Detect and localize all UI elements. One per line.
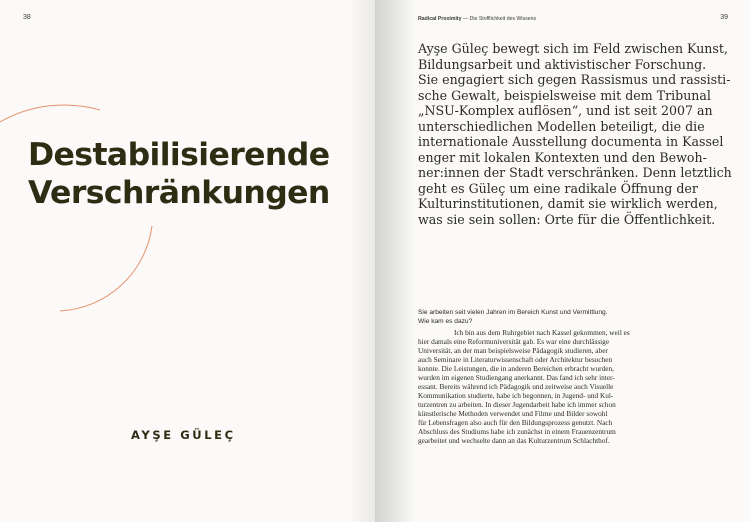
- interview-answer: [418, 328, 718, 446]
- answer-line: Kommunikation studierte, habe ich begonnen, in Jugend- und Kul-: [418, 390, 614, 400]
- intro-line: was sie sein sollen: Orte für die Öffentlichkeit.: [418, 211, 716, 227]
- right-page: [375, 0, 750, 522]
- answer-line: Abschluss des Studiums habe ich zunächst in einem Frauenzentrum: [418, 427, 616, 437]
- running-head-separator: —: [461, 16, 470, 22]
- running-head-chapter: Die Stofflichkeit des Wissens: [469, 16, 537, 22]
- intro-line: ner:innen der Stadt verschränken. Denn letztlich: [418, 165, 732, 180]
- intro-line: Kulturinstitutionen, damit sie wirklich werden,: [418, 196, 718, 211]
- page-number-right: 39: [720, 14, 728, 21]
- question-line: Sie arbeiten seit vielen Jahren im Bereich Kunst und Vermittlung.: [418, 309, 608, 316]
- question-line: Wie kam es dazu?: [418, 317, 473, 325]
- intro-line: enger mit lokalen Kontexten und den Bewoh-: [418, 149, 707, 165]
- intro-line: Sie engagiert sich gegen Rassismus und rassisti-: [418, 72, 731, 87]
- answer-line: Ich bin aus dem Ruhrgebiet nach Kassel gekommen, weil es: [454, 327, 630, 337]
- answer-line: für Lebensfragen also auch für den Bildungsprozess genutzt. Nach: [418, 418, 613, 428]
- answer-line: essant. Bereits während ich Pädagogik und zeitweise auch Visuelle: [418, 381, 614, 391]
- intro-line: sche Gewalt, beispielsweise mit dem Tribunal: [418, 87, 711, 103]
- upper-circle-arc: [0, 105, 100, 122]
- page-number-left: 38: [23, 14, 31, 21]
- interview-section: [418, 309, 718, 445]
- intro-line: Ayşe Güleç bewegt sich im Feld zwischen Kunst,: [418, 41, 728, 56]
- lower-circle-arc: [60, 226, 152, 311]
- intro-line: Bildungsarbeit und aktivistischer Forschung.: [418, 56, 707, 72]
- answer-line: Universität, an der man beispielsweise Pädagogik studieren, aber: [418, 345, 608, 355]
- intro-line: internationale Ausstellung documenta in Kassel: [418, 134, 724, 149]
- interview-question: [418, 309, 718, 327]
- intro-paragraph: [418, 41, 732, 227]
- answer-line: turzentren zu arbeiten. In dieser Jugendarbeit habe ich immer schon: [418, 399, 616, 409]
- title-line: Verschränkungen: [28, 175, 330, 211]
- intro-line: geht es Güleç um eine radikale Öffnung der: [418, 180, 698, 196]
- intro-line: „NSU-Komplex auflösen“, und ist seit 2007 an: [418, 103, 713, 118]
- answer-line: gearbeitet und wechselte dann an das Kulturzentrum Schlachthof.: [418, 436, 610, 446]
- article-title: [28, 136, 358, 212]
- answer-line: auch Seminare in Literaturwissenschaft oder Architektur besuchen: [418, 354, 613, 364]
- running-head-book: Radical Proximity: [418, 16, 462, 22]
- answer-line: künstlerische Methoden verwendet und Filme und Bilder sowohl: [418, 409, 608, 419]
- gutter-shadow: [375, 0, 415, 522]
- intro-line: unterschiedlichen Modellen beteiligt, die die: [418, 118, 705, 134]
- title-line: Destabilisierende: [28, 137, 330, 173]
- answer-line: hier damals eine Reformuniversität gab. Es war eine durchlässige: [418, 336, 610, 346]
- answer-line: wurden im eigenen Studiengang anerkannt. Das fand ich sehr inter-: [418, 372, 615, 382]
- answer-line: konnte. Die Leistungen, die in anderen Bereichen erbracht wurden,: [418, 363, 614, 373]
- author-name: AYŞE GÜLEÇ: [131, 428, 236, 442]
- running-head: [418, 16, 536, 22]
